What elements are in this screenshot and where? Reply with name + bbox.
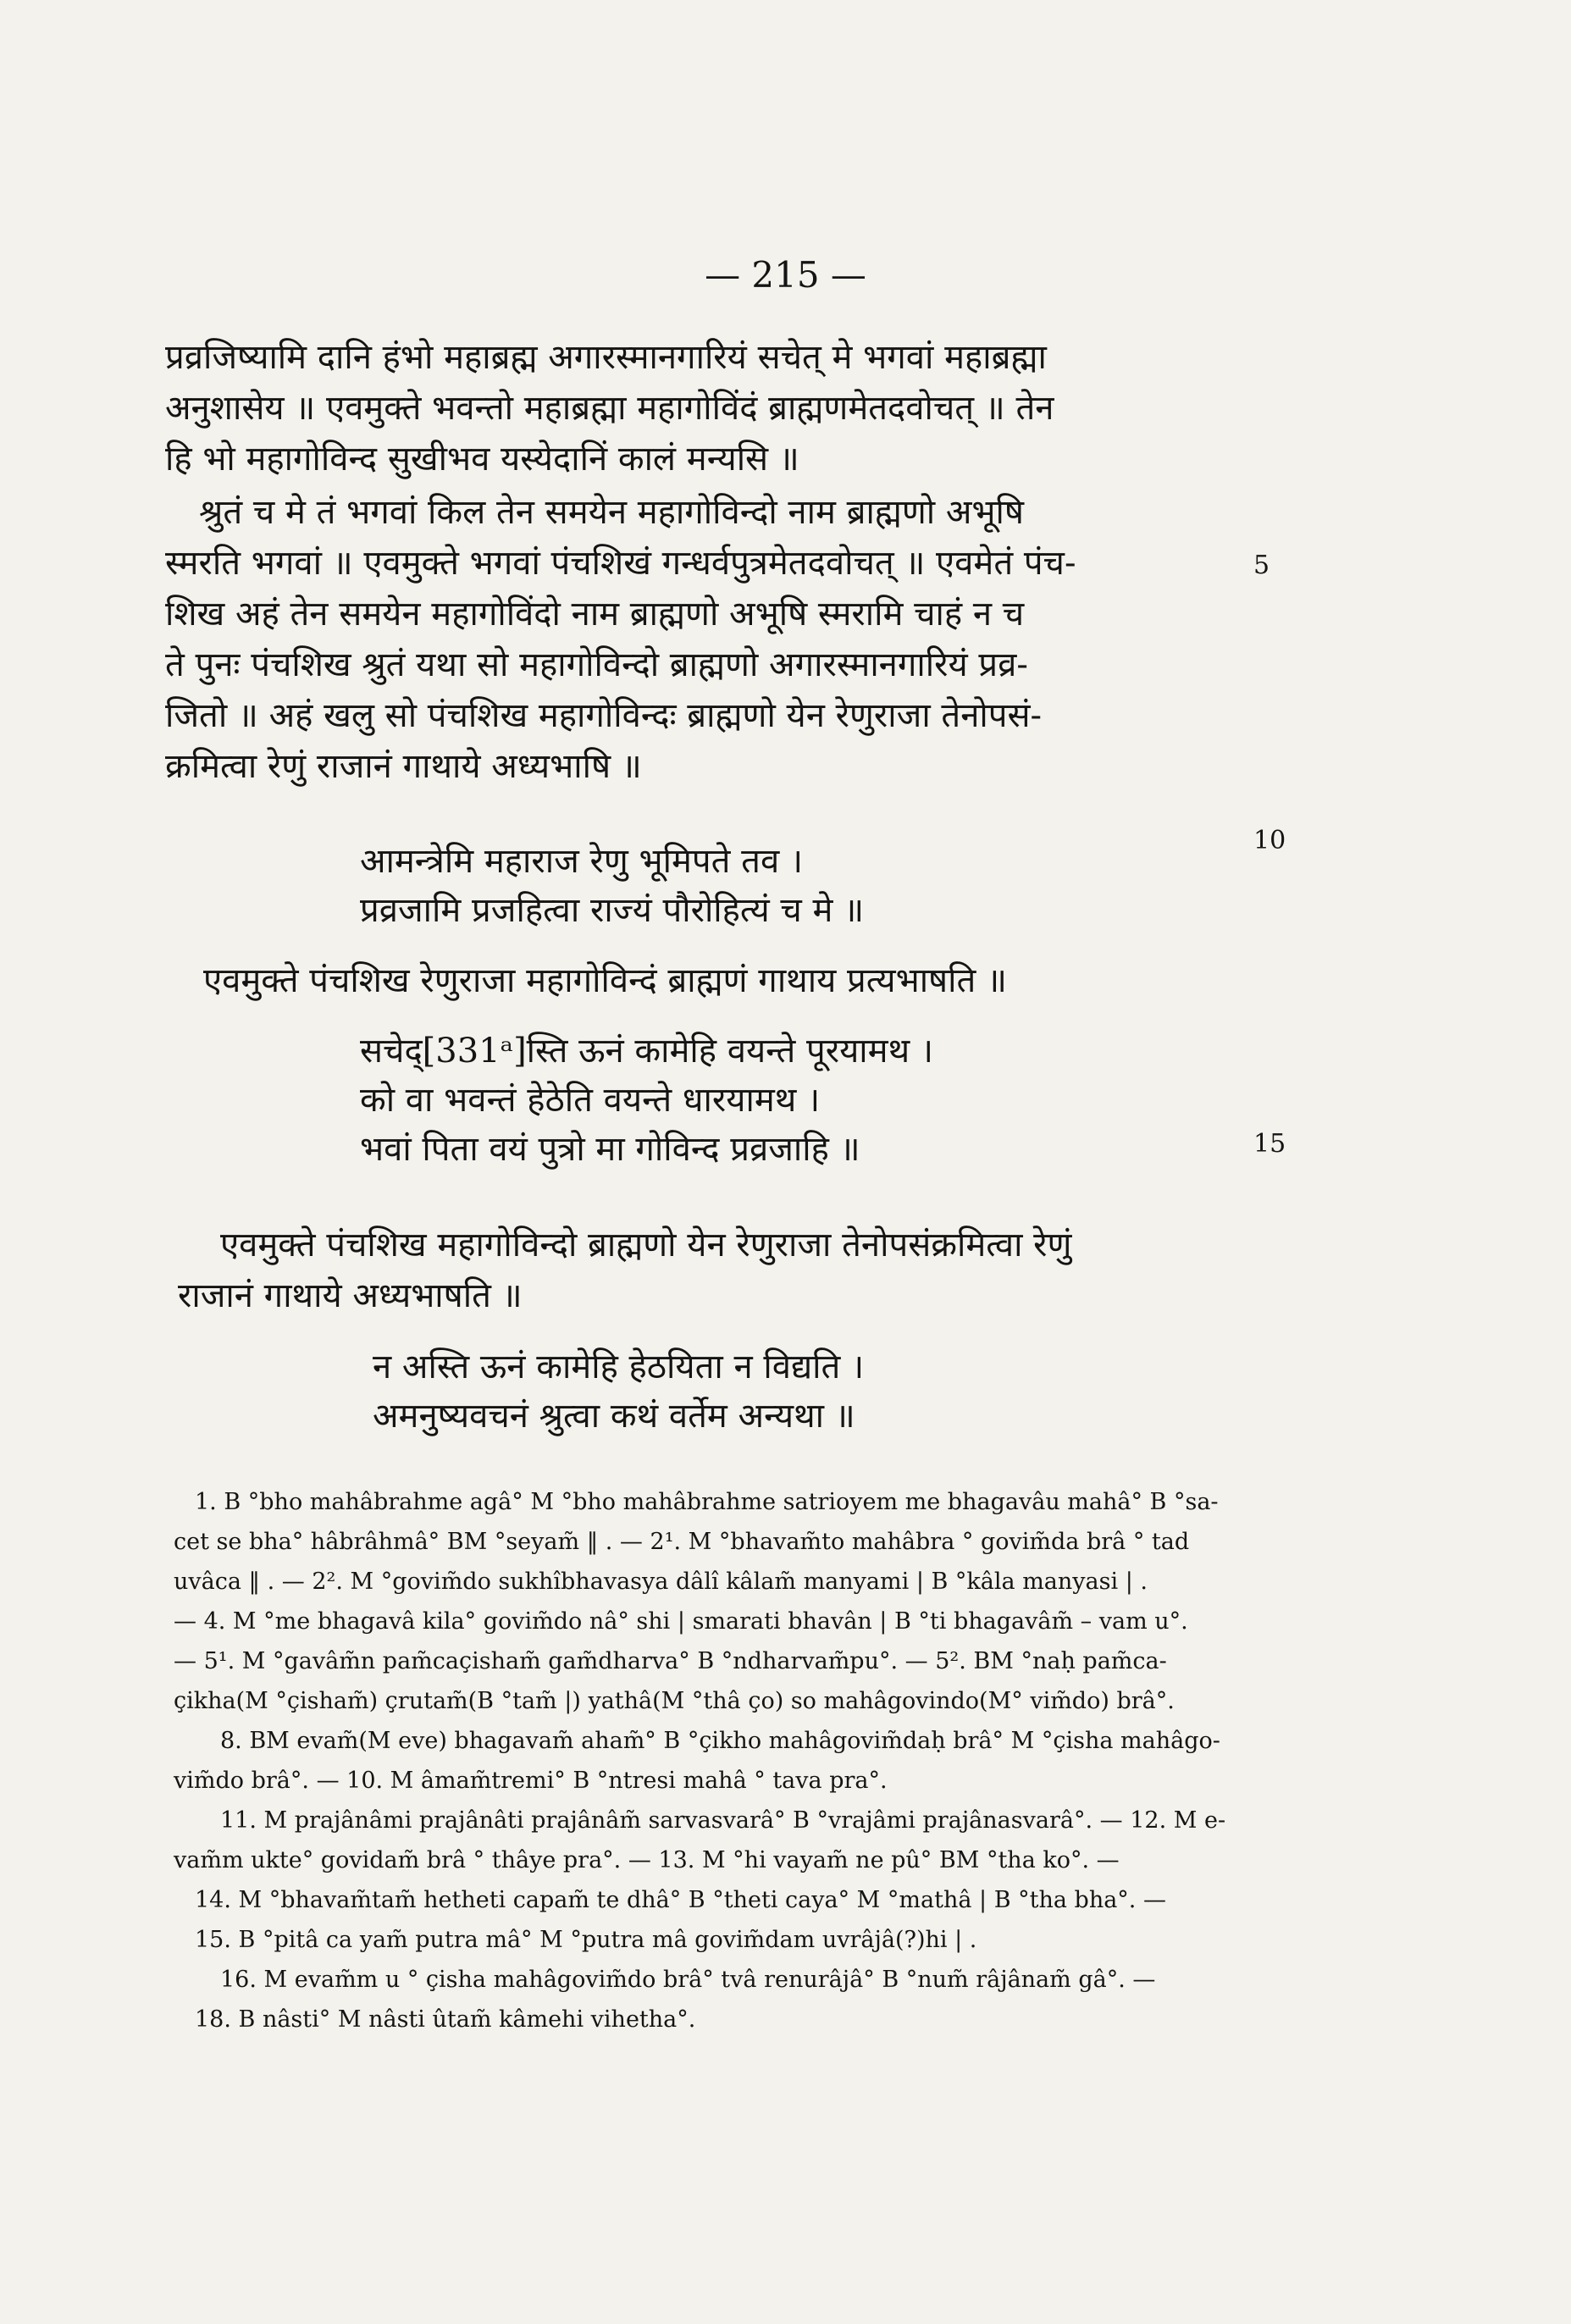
paragraph-3 — [203, 955, 1296, 1006]
text-line: एवमुक्ते पंचशिख रेणुराजा महागोविन्दं ब्राह्मणं गाथाय प्रत्यभाषति ॥ — [203, 961, 1008, 1000]
verse-3 — [373, 1342, 864, 1441]
verse-line: आमन्त्रेमि महाराज रेणु भूमिपते तव । — [360, 842, 804, 881]
paragraph-4 — [178, 1220, 1270, 1321]
text-line: ते पुनः पंचशिख श्रुतं यथा सो महागोविन्दो ब्राह्मणो अगारस्मानगारियं प्रव्र- — [165, 645, 1028, 684]
footnotes — [174, 1482, 1283, 2039]
text-line: शिख अहं तेन समयेन महागोविंदो नाम ब्राह्मणो अभूषि स्मरामि चाहं न च — [165, 595, 1025, 634]
text-line: जितो ॥ अहं खलु सो पंचशिख महागोविन्दः ब्राह्मणो येन रेणुराजा तेनोपसं- — [165, 696, 1043, 735]
footnote-line: vam̃m ukte° govidam̃ brâ ° thâye pra°. — 13. M °hi vayam̃ ne pû° BM °tha ko°. — — [174, 1847, 1120, 1873]
line-number-15: 15 — [1253, 1129, 1286, 1159]
verse-line: सचेद्[331ᵃ]स्ति ऊनं कामेहि वयन्ते पूरयामथ । — [360, 1032, 934, 1071]
paragraph-1 — [165, 332, 1258, 484]
footnote-line: 1. B °bho mahâbrahme agâ° M °bho mahâbrahme satrioyem me bhagavâu mahâ° B °sa- — [195, 1489, 1219, 1515]
verse-1 — [360, 837, 864, 935]
verse-line: भवां पिता वयं पुत्रो मा गोविन्द प्रव्रजाहि ॥ — [360, 1130, 860, 1169]
footnote-line: çikha(M °çisham̃) çrutam̃(B °tam̃ |) yathâ(M °thâ ço) so mahâgovindo(M° vim̃do) brâ°. — [174, 1688, 1175, 1714]
footnote-line: 16. M evam̃m u ° çisha mahâgovim̃do brâ° tvâ renurâjâ° B °num̃ râjânam̃ gâ°. — — [220, 1967, 1156, 1993]
verse-line: न अस्ति ऊनं कामेहि हेठयिता न विद्यति । — [373, 1347, 865, 1386]
footnote-line: uvâca ‖ . — 2². M °govim̃do sukhîbhavasya dâlî kâlam̃ manyami | B °kâla manyasi | . — [174, 1569, 1148, 1595]
text-line: एवमुक्ते पंचशिख महागोविन्दो ब्राह्मणो येन रेणुराजा तेनोपसंक्रमित्वा रेणुं — [220, 1226, 1072, 1264]
paragraph-2 — [165, 487, 1258, 792]
footnote-line: — 5¹. M °gavâm̃n pam̃caçisham̃ gam̃dharva° B °ndharvam̃pu°. — 5². BM °naḥ pam̃ca- — [174, 1648, 1167, 1674]
verse-line: अमनुष्यवचनं श्रुत्वा कथं वर्तेम अन्यथा ॥ — [373, 1397, 855, 1436]
line-number-10: 10 — [1253, 826, 1286, 855]
footnote-line: 18. B nâsti° M nâsti ûtam̃ kâmehi vihetha°. — [195, 2006, 696, 2033]
text-line: अनुशासेय ॥ एवमुक्ते भवन्तो महाब्रह्मा महागोविंदं ब्राह्मणमेतदवोचत् ॥ तेन — [165, 389, 1054, 428]
footnote-line: 8. BM evam̃(M eve) bhagavam̃ aham̃° B °çikho mahâgovim̃daḥ brâ° M °çisha mahâgo- — [220, 1728, 1220, 1754]
verse-2 — [360, 1026, 933, 1174]
verse-line: प्रव्रजामि प्रजहित्वा राज्यं पौरोहित्यं च मे ॥ — [360, 891, 865, 930]
verse-line: को वा भवन्तं हेठेति वयन्ते धारयामथ । — [360, 1081, 821, 1120]
footnote-line: 14. M °bhavam̃tam̃ hetheti capam̃ te dhâ° B °theti caya° M °mathâ | B °tha bha°. — — [195, 1887, 1166, 1913]
footnote-line: 11. M prajânâmi prajânâti prajânâm̃ sarvasvarâ° B °vrajâmi prajânasvarâ°. — 12. M e- — [220, 1807, 1226, 1834]
page-number: — 215 — — [705, 254, 866, 296]
text-line: क्रमित्वा रेणुं राजानं गाथाये अध्यभाषि ॥ — [165, 747, 642, 786]
text-line: स्मरति भगवां ॥ एवमुक्ते भगवां पंचशिखं गन्धर्वपुत्रमेतदवोचत् ॥ एवमेतं पंच- — [165, 544, 1076, 583]
footnote-line: cet se bha° hâbrâhmâ° BM °seyam̃ ‖ . — 2¹. M °bhavam̃to mahâbra ° govim̃da brâ ° tad — [174, 1529, 1190, 1555]
footnote-line: — 4. M °me bhagavâ kila° govim̃do nâ° shi | smarati bhavân | B °ti bhagavâm̃ – vam u°. — [174, 1608, 1188, 1635]
footnote-line: 15. B °pitâ ca yam̃ putra mâ° M °putra mâ govim̃dam uvrâjâ(?)hi | . — [195, 1927, 977, 1953]
line-number-5: 5 — [1253, 551, 1270, 580]
text-line: श्रुतं च मे तं भगवां किल तेन समयेन महागोविन्दो नाम ब्राह्मणो अभूषि — [199, 493, 1025, 532]
text-line: राजानं गाथाये अध्यभाषति ॥ — [178, 1276, 523, 1315]
footnote-line: vim̃do brâ°. — 10. M âmam̃tremi° B °ntresi mahâ ° tava pra°. — [174, 1768, 888, 1794]
text-line: हि भो महागोविन्द सुखीभव यस्येदानिं कालं मन्यसि ॥ — [165, 440, 799, 479]
text-line: प्रव्रजिष्यामि दानि हंभो महाब्रह्म अगारस्मानगारियं सचेत् मे भगवां महाब्रह्मा — [165, 338, 1047, 377]
